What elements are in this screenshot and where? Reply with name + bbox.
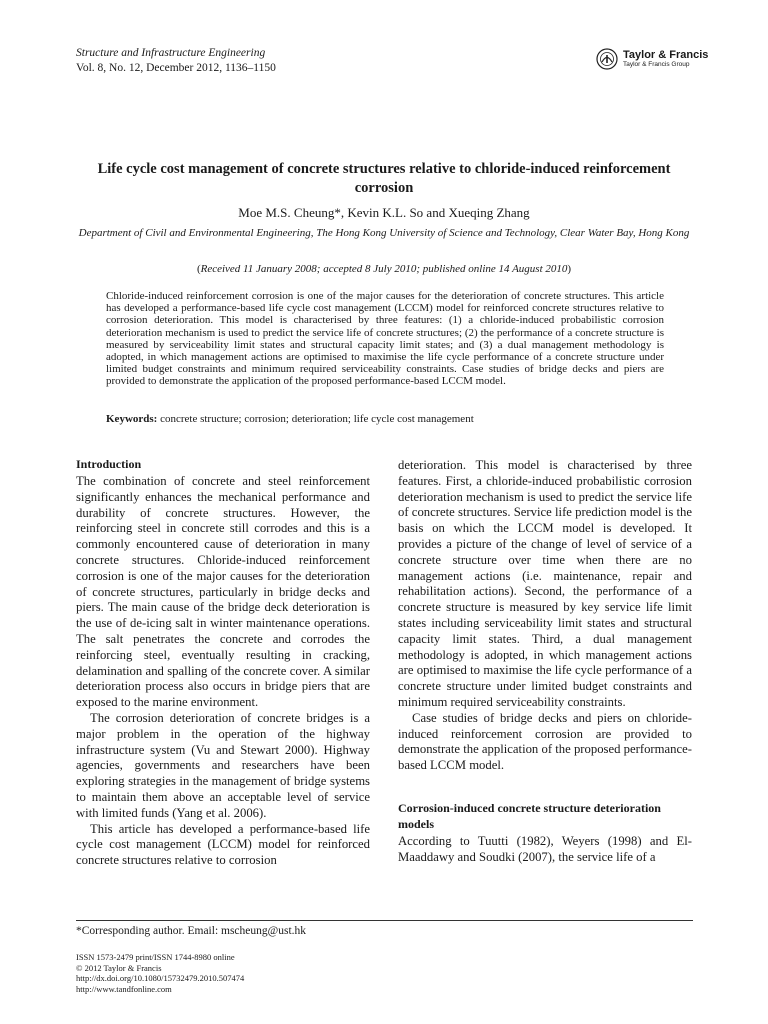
footnote-divider [76,920,693,921]
right-paragraph-1: deterioration. This model is characterised by three features. First, a chloride-induced probabilistic corrosion deterioration mechanism is used to predict the service life of concrete structures. Service life prediction model is the basis on which the LCCM model is developed. It provides a picture of the change of level of service of a concrete structure over time when there are no management actions (i.e. maintenance, repair and rehabilitation actions). Second, the performance of a concrete structure is measured by key service life limit states including serviceability limit states and structural capacity limit states. Third, a dual management methodology is adopted, in which management actions are optimised to maximise the life cycle performance of a concrete structure under limited budget constraints and minimum required serviceability constraints. [398,458,692,709]
publisher-url[interactable]: http://www.tandfonline.com [76,983,172,994]
section-2-paragraph-1: According to Tuutti (1982), Weyers (1998) and El-Maaddawy and Soudki (2007), the service life of a [398,833,692,864]
issn: ISSN 1573-2479 print/ISSN 1744-8980 online [76,952,235,962]
intro-paragraph-1: The combination of concrete and steel reinforcement significantly enhances the mechanical performance and durability of concrete structures. However, the reinforcing steel in concrete still corrodes and this is a commonly encountered cause of deterioration in many concrete structures. Chloride-induced reinforcement corrosion is one of the major causes for the deterioration of concrete structures, particularly in bridge decks and piers. The main cause of the bridge deck deterioration is the use of de-icing salt in winter maintenance operations. The salt penetrates the concrete and corrodes the reinforcing steel, eventually resulting in cracking, delamination and spalling of the concrete cover. A similar deterioration process also occurs in bridge piers that are exposed to the marine environment. [76,474,370,710]
right-paragraph-2: Case studies of bridge decks and piers on chloride-induced reinforcement corrosion are provided to demonstrate the application of the proposed performance-based LCCM model. [398,710,692,773]
left-column [76,456,370,869]
keywords-list: concrete structure; corrosion; deterioration; life cycle cost management [160,413,474,425]
keywords-label: Keywords: [106,413,158,425]
publisher-logo [596,48,708,70]
journal-name: Structure and Infrastructure Engineering [76,47,266,59]
right-column [398,458,692,866]
article-authors: Moe M.S. Cheung*, Kevin K.L. So and Xueqing Zhang [238,205,530,220]
intro-paragraph-3: This article has developed a performance-based life cycle cost management (LCCM) model for reinforced concrete structures relative to corrosion [76,821,370,868]
section-2-heading: Corrosion-induced concrete structure deterioration models [398,800,661,831]
article-title: Life cycle cost management of concrete structures relative to chloride-induced reinforcement corrosion [97,161,671,196]
corresponding-author: *Corresponding author. Email: mscheung@ust.hk [76,925,307,937]
publisher-name: Taylor & Francis [623,49,709,61]
publication-info [76,952,244,994]
author-affiliation: Department of Civil and Environmental Engineering, The Hong Kong University of Science and Technology, Clear Water Bay, Hong Kong [78,227,690,239]
abstract: Chloride-induced reinforcement corrosion is one of the major causes for the deterioration of concrete structures. This article has developed a performance-based life cycle cost management (LCCM) model for reinforced concrete structures relative to corrosion deterioration. This model is characterised by three features: (1) a chloride-induced probabilistic corrosion deterioration mechanism is used to predict the service life of concrete structures; (2) the performance of a concrete structure is measured by serviceability limit states and structural capacity limit states; and (3) a dual management methodology is adopted, in which management actions are optimised to maximise the life cycle performance of a concrete structure under limited budget constraints and minimum required serviceability constraints. Case studies of bridge decks and piers are provided to demonstrate the application of the proposed performance-based LCCM model. [106,290,664,388]
intro-paragraph-2: The corrosion deterioration of concrete bridges is a major problem in the operation of the highway infrastructure system (Vu and Stewart 2000). Highway agencies, governments and researchers have been exploring strategies in the management of bridge systems to maintain them above an acceptable level of service with limited funds (Yang et al. 2006). [76,710,370,820]
received-text: Received 11 January 2008; accepted 8 July 2010; published online 14 August 2010 [200,263,568,275]
received-dates: (Received 11 January 2008; accepted 8 July 2010; published online 14 August 2010) [196,263,572,275]
volume-info: Vol. 8, No. 12, December 2012, 1136–1150 [76,62,276,74]
introduction-heading: Introduction [76,457,142,471]
keywords [106,413,664,426]
publisher-group: Taylor & Francis Group [623,61,690,68]
copyright: © 2012 Taylor & Francis [76,962,162,973]
doi-link[interactable]: http://dx.doi.org/10.1080/15732479.2010.507474 [76,973,245,983]
journal-header [76,46,276,76]
publisher-emblem-icon [596,48,618,70]
